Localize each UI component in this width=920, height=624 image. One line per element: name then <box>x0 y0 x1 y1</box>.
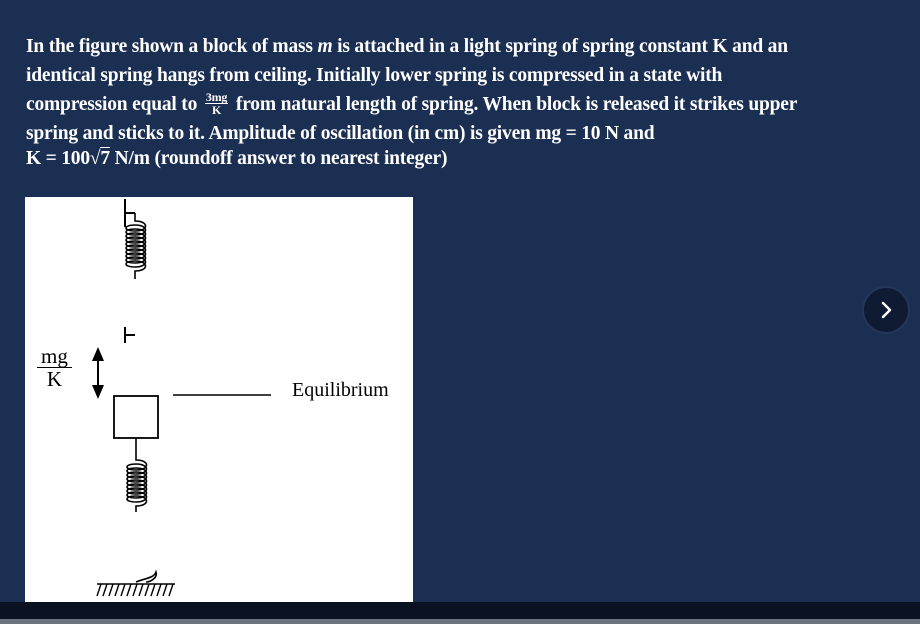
lower-spring-tail <box>136 572 156 582</box>
sqrt-value: 7 <box>100 148 110 169</box>
upper-spring <box>126 213 146 279</box>
equilibrium-label: Equilibrium <box>292 379 389 401</box>
question-line-1-end: is attached in a light spring of spring constant K and an <box>332 36 788 57</box>
chevron-right-icon <box>876 300 896 320</box>
question-line-5 <box>26 144 918 173</box>
question-line-3-end: from natural length of spring. When block is released it strikes upper <box>231 94 798 115</box>
question-line-5-end: N/m (roundoff answer to nearest integer) <box>109 148 448 169</box>
question-line-4: spring and sticks to it. Amplitude of oscillation (in cm) is given mg = 10 N and <box>26 123 655 144</box>
displacement-numerator: mg <box>37 345 72 368</box>
question-line-2: identical spring hangs from ceiling. Initially lower spring is compressed in a state with <box>26 65 723 86</box>
lower-spring <box>127 438 147 512</box>
next-button[interactable] <box>862 286 910 334</box>
sqrt-symbol: √ <box>89 148 101 169</box>
question-text <box>26 32 918 173</box>
question-line-1-start: In the figure shown a block of mass <box>26 36 318 57</box>
progress-track[interactable] <box>0 619 920 624</box>
spring-block-figure <box>25 197 413 602</box>
mass-symbol: m <box>317 36 333 57</box>
displacement-fraction-label <box>37 345 72 390</box>
displacement-denominator: K <box>46 367 62 391</box>
bottom-bar <box>0 602 920 624</box>
question-line-1 <box>26 32 918 61</box>
ground-hatch <box>97 584 175 596</box>
compression-fraction <box>205 91 228 116</box>
fraction-denominator: K <box>211 103 222 118</box>
fraction-numerator: 3mg <box>205 90 228 105</box>
question-line-3-start: compression equal to <box>26 94 202 115</box>
question-line-3 <box>26 90 918 119</box>
double-arrow-icon <box>92 347 104 399</box>
question-line-5-start: K = 100 <box>26 148 90 169</box>
mass-block <box>114 396 158 438</box>
